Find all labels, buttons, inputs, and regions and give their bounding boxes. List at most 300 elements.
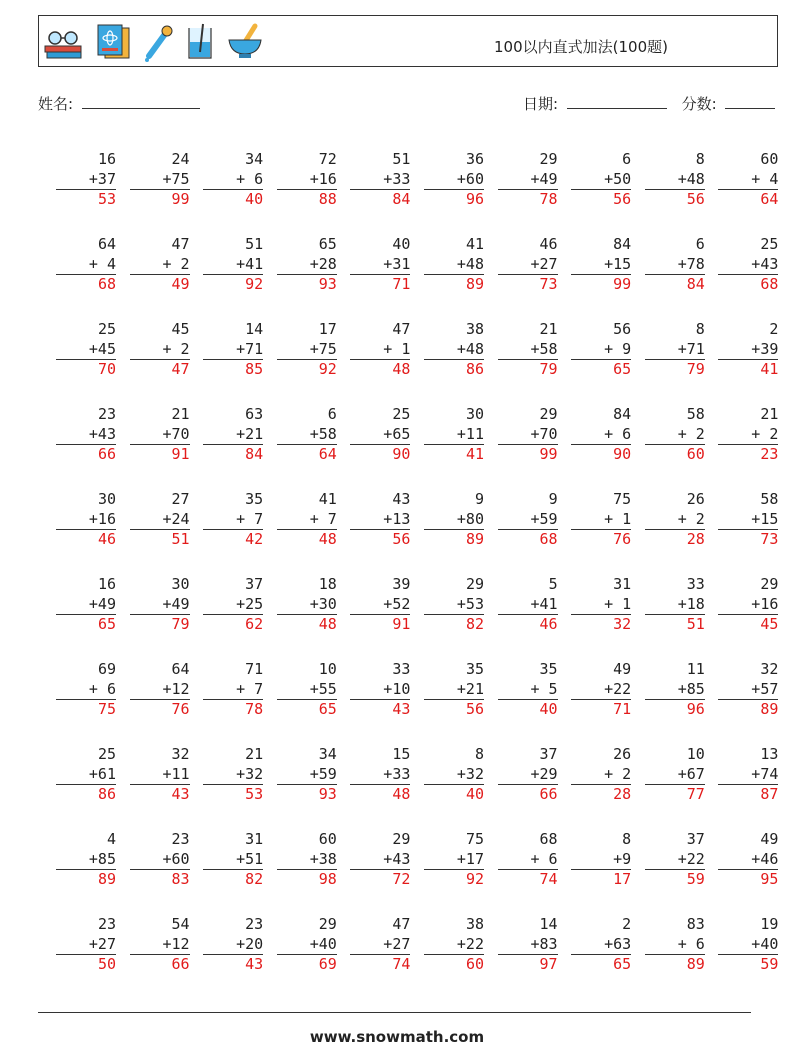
addend-bottom: +31 (383, 254, 411, 273)
addend-top: 41 (318, 490, 337, 508)
addend-bottom: +33 (383, 764, 411, 783)
addend-bottom: + 6 (236, 169, 264, 188)
answer: 56 (645, 189, 705, 208)
addend-top: 31 (613, 575, 632, 593)
addend-top: 49 (760, 830, 779, 848)
mortar-pestle-icon (225, 22, 265, 62)
problem-cell (277, 575, 337, 633)
addend-top: 47 (392, 915, 411, 933)
addend-top: 47 (392, 320, 411, 338)
addend-top: 64 (171, 660, 190, 678)
problem-cell (203, 150, 263, 208)
addend-top: 34 (318, 745, 337, 763)
problem-cell (130, 405, 190, 463)
answer: 99 (130, 189, 190, 208)
problem-cell (571, 830, 631, 888)
addend-top: 21 (171, 405, 190, 423)
addend-bottom: +75 (162, 169, 190, 188)
addend-bottom: +18 (677, 594, 705, 613)
answer: 23 (718, 444, 778, 463)
addend-top: 32 (171, 745, 190, 763)
answer: 99 (571, 274, 631, 293)
addend-top: 84 (613, 235, 632, 253)
problem-cell (130, 320, 190, 378)
answer: 40 (203, 189, 263, 208)
addend-bottom: +10 (383, 679, 411, 698)
problem-cell (203, 490, 263, 548)
addend-top: 69 (97, 660, 116, 678)
addend-top: 45 (171, 320, 190, 338)
problem-cell (56, 490, 116, 548)
addend-bottom: +20 (236, 934, 264, 953)
problem-cell (718, 660, 778, 718)
problem-cell (130, 915, 190, 973)
problem-cell (718, 745, 778, 803)
addend-bottom: + 7 (236, 509, 264, 528)
addend-bottom: +49 (530, 169, 558, 188)
problem-cell (350, 575, 410, 633)
addend-top: 29 (465, 575, 484, 593)
problem-cell (56, 745, 116, 803)
addend-bottom: +78 (677, 254, 705, 273)
addend-top: 37 (686, 830, 705, 848)
problem-cell (718, 235, 778, 293)
addend-bottom: +70 (162, 424, 190, 443)
answer: 46 (498, 614, 558, 633)
addend-top: 16 (97, 575, 116, 593)
addend-bottom: +17 (456, 849, 484, 868)
answer: 56 (350, 529, 410, 548)
problem-cell (645, 235, 705, 293)
addend-bottom: + 6 (530, 849, 558, 868)
addend-top: 30 (171, 575, 190, 593)
addend-top: 15 (392, 745, 411, 763)
addend-bottom: + 4 (88, 254, 116, 273)
addend-bottom: +59 (309, 764, 337, 783)
addend-bottom: + 2 (751, 424, 779, 443)
addend-top: 8 (695, 320, 705, 338)
score-blank[interactable] (725, 94, 775, 109)
answer: 62 (203, 614, 263, 633)
problem-cell (203, 660, 263, 718)
addend-bottom: +37 (88, 169, 116, 188)
answer: 51 (645, 614, 705, 633)
answer: 59 (718, 954, 778, 973)
problem-cell (350, 830, 410, 888)
addend-top: 19 (760, 915, 779, 933)
addend-top: 75 (465, 830, 484, 848)
name-blank[interactable] (82, 94, 200, 109)
addend-bottom: +22 (456, 934, 484, 953)
problem-cell (203, 830, 263, 888)
answer: 43 (130, 784, 190, 803)
addend-bottom: +74 (751, 764, 779, 783)
addend-top: 27 (171, 490, 190, 508)
addend-bottom: +9 (613, 849, 632, 868)
footer-site: www.snowmath.com (309, 1028, 485, 1046)
science-book-icon (95, 22, 133, 62)
addend-bottom: +58 (309, 424, 337, 443)
addend-bottom: + 1 (383, 339, 411, 358)
problem-cell (645, 490, 705, 548)
problem-cell (130, 745, 190, 803)
addend-bottom: +53 (456, 594, 484, 613)
problem-cell (645, 405, 705, 463)
header-box (38, 15, 778, 67)
addend-top: 2 (769, 320, 779, 338)
problem-cell (718, 320, 778, 378)
answer: 48 (277, 529, 337, 548)
addend-top: 51 (245, 235, 264, 253)
addend-bottom: +60 (456, 169, 484, 188)
addend-bottom: +40 (309, 934, 337, 953)
problem-cell (571, 745, 631, 803)
problem-cell (498, 405, 558, 463)
addend-bottom: +50 (604, 169, 632, 188)
answer: 78 (498, 189, 558, 208)
addend-top: 9 (548, 490, 558, 508)
answer: 79 (130, 614, 190, 633)
answer: 86 (56, 784, 116, 803)
problem-cell (424, 320, 484, 378)
answer: 71 (350, 274, 410, 293)
answer: 86 (424, 359, 484, 378)
answer: 84 (645, 274, 705, 293)
problem-cell (718, 150, 778, 208)
problem-cell (645, 915, 705, 973)
addend-bottom: +46 (751, 849, 779, 868)
problem-cell (498, 150, 558, 208)
problem-cell (350, 915, 410, 973)
addend-bottom: +22 (677, 849, 705, 868)
addend-top: 21 (760, 405, 779, 423)
addend-bottom: + 2 (162, 339, 190, 358)
answer: 53 (203, 784, 263, 803)
addend-bottom: +55 (309, 679, 337, 698)
addend-top: 25 (97, 745, 116, 763)
answer: 68 (718, 274, 778, 293)
addend-top: 37 (539, 745, 558, 763)
addend-top: 14 (539, 915, 558, 933)
addend-bottom: +32 (236, 764, 264, 783)
addend-bottom: +21 (456, 679, 484, 698)
addend-bottom: +29 (530, 764, 558, 783)
answer: 99 (498, 444, 558, 463)
problem-cell (498, 660, 558, 718)
addend-top: 8 (695, 150, 705, 168)
problem-cell (424, 575, 484, 633)
addend-bottom: +43 (383, 849, 411, 868)
problem-cell (424, 915, 484, 973)
addend-top: 8 (622, 830, 632, 848)
problem-cell (498, 490, 558, 548)
addend-bottom: +15 (604, 254, 632, 273)
answer: 74 (350, 954, 410, 973)
answer: 96 (424, 189, 484, 208)
addend-bottom: +25 (236, 594, 264, 613)
addend-bottom: +11 (456, 424, 484, 443)
addend-bottom: +49 (162, 594, 190, 613)
answer: 72 (350, 869, 410, 888)
answer: 60 (645, 444, 705, 463)
answer: 84 (350, 189, 410, 208)
answer: 74 (498, 869, 558, 888)
addend-top: 13 (760, 745, 779, 763)
answer: 92 (277, 359, 337, 378)
problem-cell (498, 320, 558, 378)
answer: 75 (56, 699, 116, 718)
problem-cell (277, 150, 337, 208)
problem-cell (277, 235, 337, 293)
addend-top: 65 (318, 235, 337, 253)
answer: 60 (424, 954, 484, 973)
addend-top: 72 (318, 150, 337, 168)
answer: 79 (645, 359, 705, 378)
answer: 66 (56, 444, 116, 463)
problem-cell (571, 320, 631, 378)
addend-bottom: +43 (88, 424, 116, 443)
addend-bottom: +15 (751, 509, 779, 528)
answer: 71 (571, 699, 631, 718)
problem-cell (350, 235, 410, 293)
addend-bottom: +38 (309, 849, 337, 868)
answer: 73 (498, 274, 558, 293)
answer: 89 (645, 954, 705, 973)
addend-bottom: + 1 (604, 509, 632, 528)
answer: 65 (277, 699, 337, 718)
addend-top: 5 (548, 575, 558, 593)
addend-bottom: +27 (383, 934, 411, 953)
date-blank[interactable] (567, 94, 667, 109)
problem-cell (424, 235, 484, 293)
addend-top: 2 (622, 915, 632, 933)
name-label: 姓名: (38, 95, 74, 113)
answer: 48 (350, 359, 410, 378)
addend-bottom: +32 (456, 764, 484, 783)
problem-cell (350, 150, 410, 208)
problem-cell (130, 830, 190, 888)
answer: 65 (571, 359, 631, 378)
problem-cell (56, 320, 116, 378)
problem-cell (203, 405, 263, 463)
answer: 49 (130, 274, 190, 293)
addend-top: 16 (97, 150, 116, 168)
addend-bottom: +48 (677, 169, 705, 188)
problem-cell (277, 830, 337, 888)
addend-top: 71 (245, 660, 264, 678)
problem-cell (56, 915, 116, 973)
addend-bottom: + 2 (604, 764, 632, 783)
addend-top: 43 (392, 490, 411, 508)
addend-bottom: +71 (677, 339, 705, 358)
answer: 88 (277, 189, 337, 208)
answer: 66 (130, 954, 190, 973)
addend-bottom: +70 (530, 424, 558, 443)
answer: 76 (130, 699, 190, 718)
addend-bottom: +41 (236, 254, 264, 273)
addend-bottom: +60 (162, 849, 190, 868)
problem-cell (498, 235, 558, 293)
answer: 64 (277, 444, 337, 463)
addend-top: 34 (245, 150, 264, 168)
answer: 40 (424, 784, 484, 803)
addend-bottom: +21 (236, 424, 264, 443)
addend-top: 35 (465, 660, 484, 678)
addend-top: 23 (171, 830, 190, 848)
addend-bottom: +67 (677, 764, 705, 783)
addend-bottom: + 2 (677, 424, 705, 443)
addend-top: 18 (318, 575, 337, 593)
addend-bottom: +71 (236, 339, 264, 358)
problem-cell (130, 490, 190, 548)
addend-top: 21 (245, 745, 264, 763)
addend-bottom: +33 (383, 169, 411, 188)
problem-cell (645, 320, 705, 378)
addend-bottom: +13 (383, 509, 411, 528)
answer: 53 (56, 189, 116, 208)
problem-cell (130, 575, 190, 633)
problem-cell (277, 320, 337, 378)
addend-top: 4 (106, 830, 116, 848)
answer: 40 (498, 699, 558, 718)
problem-cell (350, 745, 410, 803)
answer: 41 (718, 359, 778, 378)
problem-cell (424, 150, 484, 208)
problem-cell (56, 660, 116, 718)
addend-top: 68 (539, 830, 558, 848)
addend-top: 29 (539, 150, 558, 168)
answer: 68 (56, 274, 116, 293)
addend-bottom: +39 (751, 339, 779, 358)
addend-top: 29 (539, 405, 558, 423)
addend-top: 60 (318, 830, 337, 848)
addend-bottom: + 7 (309, 509, 337, 528)
problem-cell (571, 405, 631, 463)
addend-top: 10 (686, 745, 705, 763)
addend-top: 29 (318, 915, 337, 933)
problem-cell (571, 575, 631, 633)
addend-bottom: +85 (88, 849, 116, 868)
answer: 17 (571, 869, 631, 888)
addend-bottom: +22 (604, 679, 632, 698)
beaker-icon (185, 22, 215, 62)
answer: 90 (571, 444, 631, 463)
addend-bottom: +41 (530, 594, 558, 613)
addend-top: 40 (392, 235, 411, 253)
addend-top: 84 (613, 405, 632, 423)
addend-bottom: + 2 (162, 254, 190, 273)
addend-top: 17 (318, 320, 337, 338)
addend-top: 21 (539, 320, 558, 338)
addend-bottom: +63 (604, 934, 632, 953)
addend-bottom: +27 (530, 254, 558, 273)
addend-top: 35 (245, 490, 264, 508)
answer: 77 (645, 784, 705, 803)
addend-top: 6 (327, 405, 337, 423)
addend-bottom: +16 (88, 509, 116, 528)
addend-top: 9 (474, 490, 484, 508)
addend-top: 49 (613, 660, 632, 678)
problem-cell (350, 405, 410, 463)
problem-cell (718, 830, 778, 888)
addend-top: 29 (392, 830, 411, 848)
addend-top: 26 (686, 490, 705, 508)
answer: 51 (130, 529, 190, 548)
problem-cell (571, 235, 631, 293)
problem-cell (571, 915, 631, 973)
addend-bottom: + 7 (236, 679, 264, 698)
addend-bottom: +11 (162, 764, 190, 783)
addend-bottom: + 6 (88, 679, 116, 698)
problem-cell (277, 915, 337, 973)
addend-bottom: +65 (383, 424, 411, 443)
addend-top: 38 (465, 320, 484, 338)
answer: 96 (645, 699, 705, 718)
problem-cell (718, 405, 778, 463)
addend-bottom: +48 (456, 339, 484, 358)
addend-top: 6 (622, 150, 632, 168)
problem-cell (56, 830, 116, 888)
problem-cell (203, 320, 263, 378)
addend-bottom: +16 (309, 169, 337, 188)
problem-cell (645, 150, 705, 208)
addend-top: 60 (760, 150, 779, 168)
problem-cell (203, 235, 263, 293)
addend-bottom: +40 (751, 934, 779, 953)
addend-top: 23 (97, 405, 116, 423)
problem-cell (277, 660, 337, 718)
answer: 50 (56, 954, 116, 973)
answer: 68 (498, 529, 558, 548)
answer: 89 (718, 699, 778, 718)
problem-cell (130, 150, 190, 208)
addend-top: 41 (465, 235, 484, 253)
addend-top: 26 (613, 745, 632, 763)
dropper-icon (143, 22, 175, 62)
addend-bottom: +52 (383, 594, 411, 613)
addend-top: 58 (760, 490, 779, 508)
problem-cell (130, 660, 190, 718)
addend-bottom: + 6 (604, 424, 632, 443)
answer: 28 (571, 784, 631, 803)
problem-cell (645, 830, 705, 888)
addend-bottom: + 1 (604, 594, 632, 613)
addend-bottom: +30 (309, 594, 337, 613)
problem-cell (277, 745, 337, 803)
addend-top: 33 (686, 575, 705, 593)
addend-top: 47 (171, 235, 190, 253)
problem-cell (424, 660, 484, 718)
addend-bottom: +85 (677, 679, 705, 698)
addend-top: 64 (97, 235, 116, 253)
answer: 97 (498, 954, 558, 973)
addend-top: 23 (245, 915, 264, 933)
glasses-books-icon (43, 22, 85, 62)
addend-top: 25 (760, 235, 779, 253)
answer: 89 (424, 529, 484, 548)
answer: 95 (718, 869, 778, 888)
answer: 66 (498, 784, 558, 803)
addend-top: 75 (613, 490, 632, 508)
addend-top: 6 (695, 235, 705, 253)
answer: 28 (645, 529, 705, 548)
addend-top: 14 (245, 320, 264, 338)
addend-top: 46 (539, 235, 558, 253)
answer: 32 (571, 614, 631, 633)
worksheet-title: 100以内直式加法(100题) (494, 38, 668, 56)
problem-cell (203, 575, 263, 633)
problem-cell (645, 745, 705, 803)
